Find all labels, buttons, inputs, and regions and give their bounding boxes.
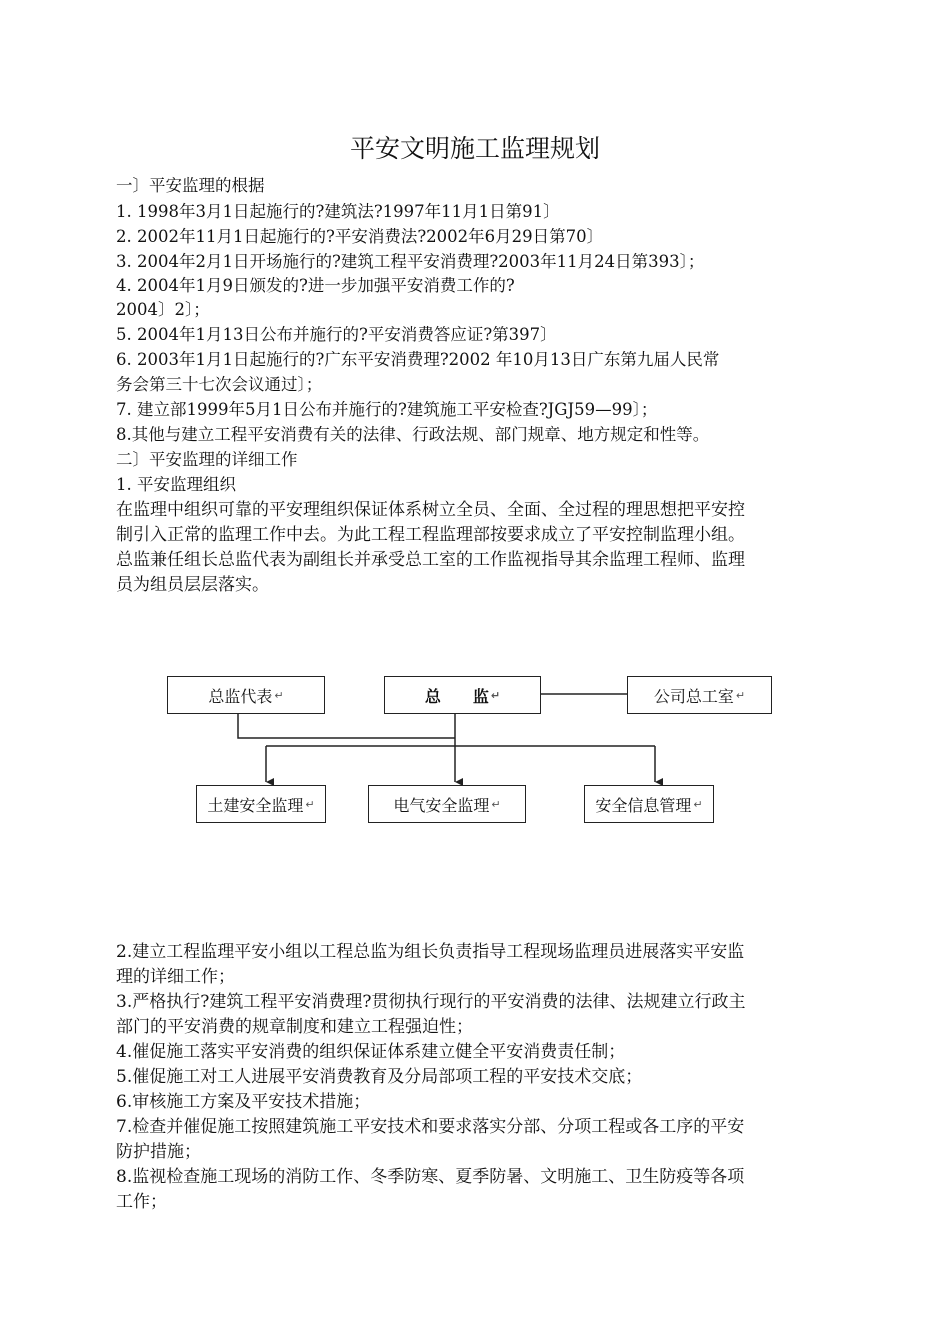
return-mark: ↵ (693, 797, 703, 811)
org-paragraph-line-3: 总监兼任组长总监代表为副组长并承受总工室的工作监视指导其余监理工程师、监理 (116, 550, 745, 570)
basis-item-2: 2. 2002年11月1日起施行的?平安消费法?2002年6月29日第70〕 (116, 227, 604, 246)
basis-item-4: 4. 2004年1月9日颁发的?进一步加强平安消费工作的? (116, 276, 515, 295)
node-company-office (627, 676, 772, 714)
duty-line-6: 5.催促施工对工人进展平安消费教育及分局部项工程的平安技术交底； (116, 1067, 643, 1087)
return-mark: ↵ (491, 797, 501, 811)
node-electrical-safety-label: 电气安全监理 (393, 795, 490, 815)
duty-line-9: 防护措施； (116, 1142, 201, 1162)
node-chief-label: 总 监 (424, 686, 489, 706)
duty-line-11: 工作； (116, 1192, 167, 1212)
basis-item-5: 5. 2004年1月13日公布并施行的?平安消费答应证?第397〕 (116, 325, 557, 344)
node-civil-safety (196, 785, 326, 823)
section2-heading: 二〕平安监理的详细工作 (116, 450, 298, 469)
duty-line-5: 4.催促施工落实平安消费的组织保证体系建立健全平安消费责任制； (116, 1042, 626, 1062)
duty-line-10: 8.监视检查施工现场的消防工作、冬季防寒、夏季防暑、文明施工、卫生防疫等各项 (116, 1167, 745, 1187)
basis-item-3: 3. 2004年2月1日开场施行的?建筑工程平安消费理?2003年11月24日第393〕； (116, 252, 705, 271)
node-deputy-chief-label: 总监代表 (208, 686, 273, 706)
return-mark: ↵ (305, 797, 315, 811)
duty-line-8: 7.检查并催促施工按照建筑施工平安技术和要求落实分部、分项工程或各工序的平安 (116, 1117, 745, 1137)
org-paragraph-line-2: 制引入正常的监理工作中去。为此工程工程监理部按要求成立了平安控制监理小组。 (116, 525, 745, 545)
node-deputy-chief (167, 676, 325, 714)
org-paragraph-line-4: 员为组员层层落实。 (116, 575, 269, 595)
basis-item-6-cont: 务会第三十七次会议通过〕； (116, 375, 323, 394)
node-chief (384, 676, 541, 714)
node-safety-info (584, 785, 714, 823)
duty-line-7: 6.审核施工方案及平安技术措施； (116, 1092, 371, 1112)
basis-item-4-cont: 2004〕2〕； (116, 300, 210, 319)
node-safety-info-label: 安全信息管理 (595, 795, 692, 815)
duty-line-1: 2.建立工程监理平安小组以工程总监为组长负责指导工程现场监理员进展落实平安监 (116, 942, 745, 962)
section1-heading: 一〕平安监理的根据 (116, 176, 265, 195)
basis-item-6: 6. 2003年1月1日起施行的?广东平安消费理?2002 年10月13日广东第九届人民常 (116, 350, 720, 369)
connector-deputy-chief (238, 713, 455, 738)
duty-line-4: 部门的平安消费的规章制度和建立工程强迫性； (116, 1017, 473, 1037)
basis-item-8: 8.其他与建立工程平安消费有关的法律、行政法规、部门规章、地方规定和性等。 (116, 425, 710, 444)
return-mark: ↵ (735, 688, 746, 702)
org-paragraph-line-1: 在监理中组织可靠的平安理组织保证体系树立全员、全面、全过程的理思想把平安控 (116, 500, 745, 520)
section2-sub1: 1. 平安监理组织 (116, 475, 236, 494)
return-mark: ↵ (274, 688, 284, 702)
return-mark: ↵ (490, 688, 501, 702)
basis-item-7: 7. 建立部1999年5月1日公布并施行的?建筑施工平安检查?JGJ59—99〕； (116, 400, 658, 419)
duty-line-3: 3.严格执行?建筑工程平安消费理?贯彻执行现行的平安消费的法律、法规建立行政主 (116, 992, 746, 1012)
node-electrical-safety (368, 785, 526, 823)
document-title: 平安文明施工监理规划 (349, 134, 600, 163)
duty-line-2: 理的详细工作； (116, 967, 235, 987)
node-company-office-label: 公司总工室 (653, 686, 734, 706)
node-civil-safety-label: 土建安全监理 (207, 795, 304, 815)
basis-item-1: 1. 1998年3月1日起施行的?建筑法?1997年11月1日第91〕 (116, 202, 560, 221)
